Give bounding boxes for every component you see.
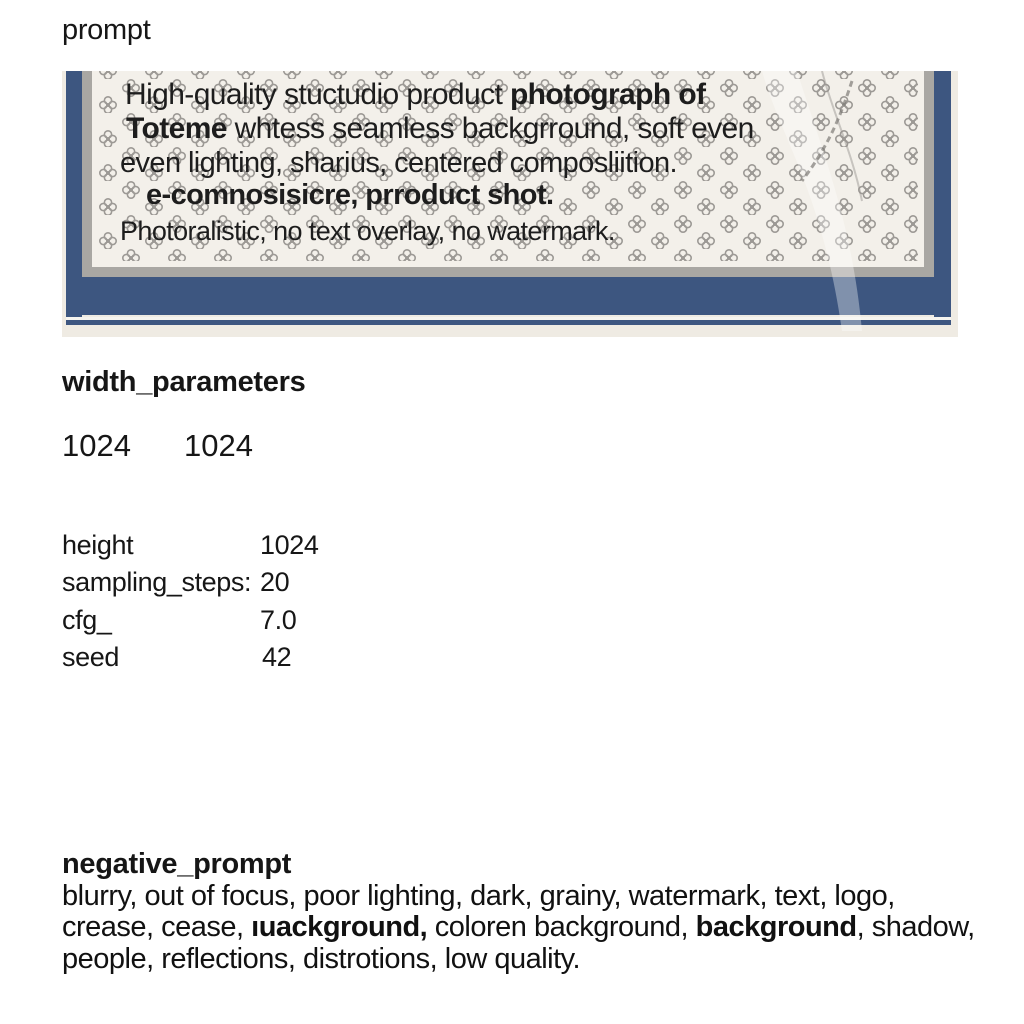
width-values [62,428,253,464]
prompt-line-5: Photoralistic, no text overlay, no watermark. [120,216,615,246]
param-value-height: 1024 [260,530,319,560]
prompt-line-3: even lighting, sharius, centered composliition. [120,147,677,179]
negative-prompt-line-1: blurry, out of focus, poor lighting, dark, grainy, watermark, text, logo, [62,880,895,912]
param-value-seed: 42 [262,642,292,672]
prompt-line-1: High-quality stuctudio product photograph of [125,78,706,111]
prompt-image-banner [62,71,958,337]
prompt-text [62,71,958,337]
prompt-line-4: e-comnosisicre, prroduct shot. [146,179,554,211]
negative-prompt-line-3: people, reflections, distrotions, low quality. [62,943,581,975]
negative-prompt-heading: negative_prompt [62,848,292,880]
param-value-cfg: 7.0 [260,605,297,635]
prompt-line-2: Toteme whtess seamless backgrround, soft even [126,112,754,145]
negative-prompt-line-2: crease, cease, ıuackground, coloren background, background, shadow, [62,911,975,943]
width-value: 1024 [62,428,131,463]
prompt-label: prompt [62,14,151,46]
param-name-cfg: cfg_ [62,605,112,635]
param-value-sampling-steps: 20 [260,567,290,597]
width-parameters-heading: width_parameters [62,366,306,398]
param-name-height: height [62,530,134,560]
width-value-secondary: 1024 [184,428,253,463]
param-name-seed: seed [62,642,119,672]
param-name-sampling-steps: sampling_steps: [62,567,252,597]
